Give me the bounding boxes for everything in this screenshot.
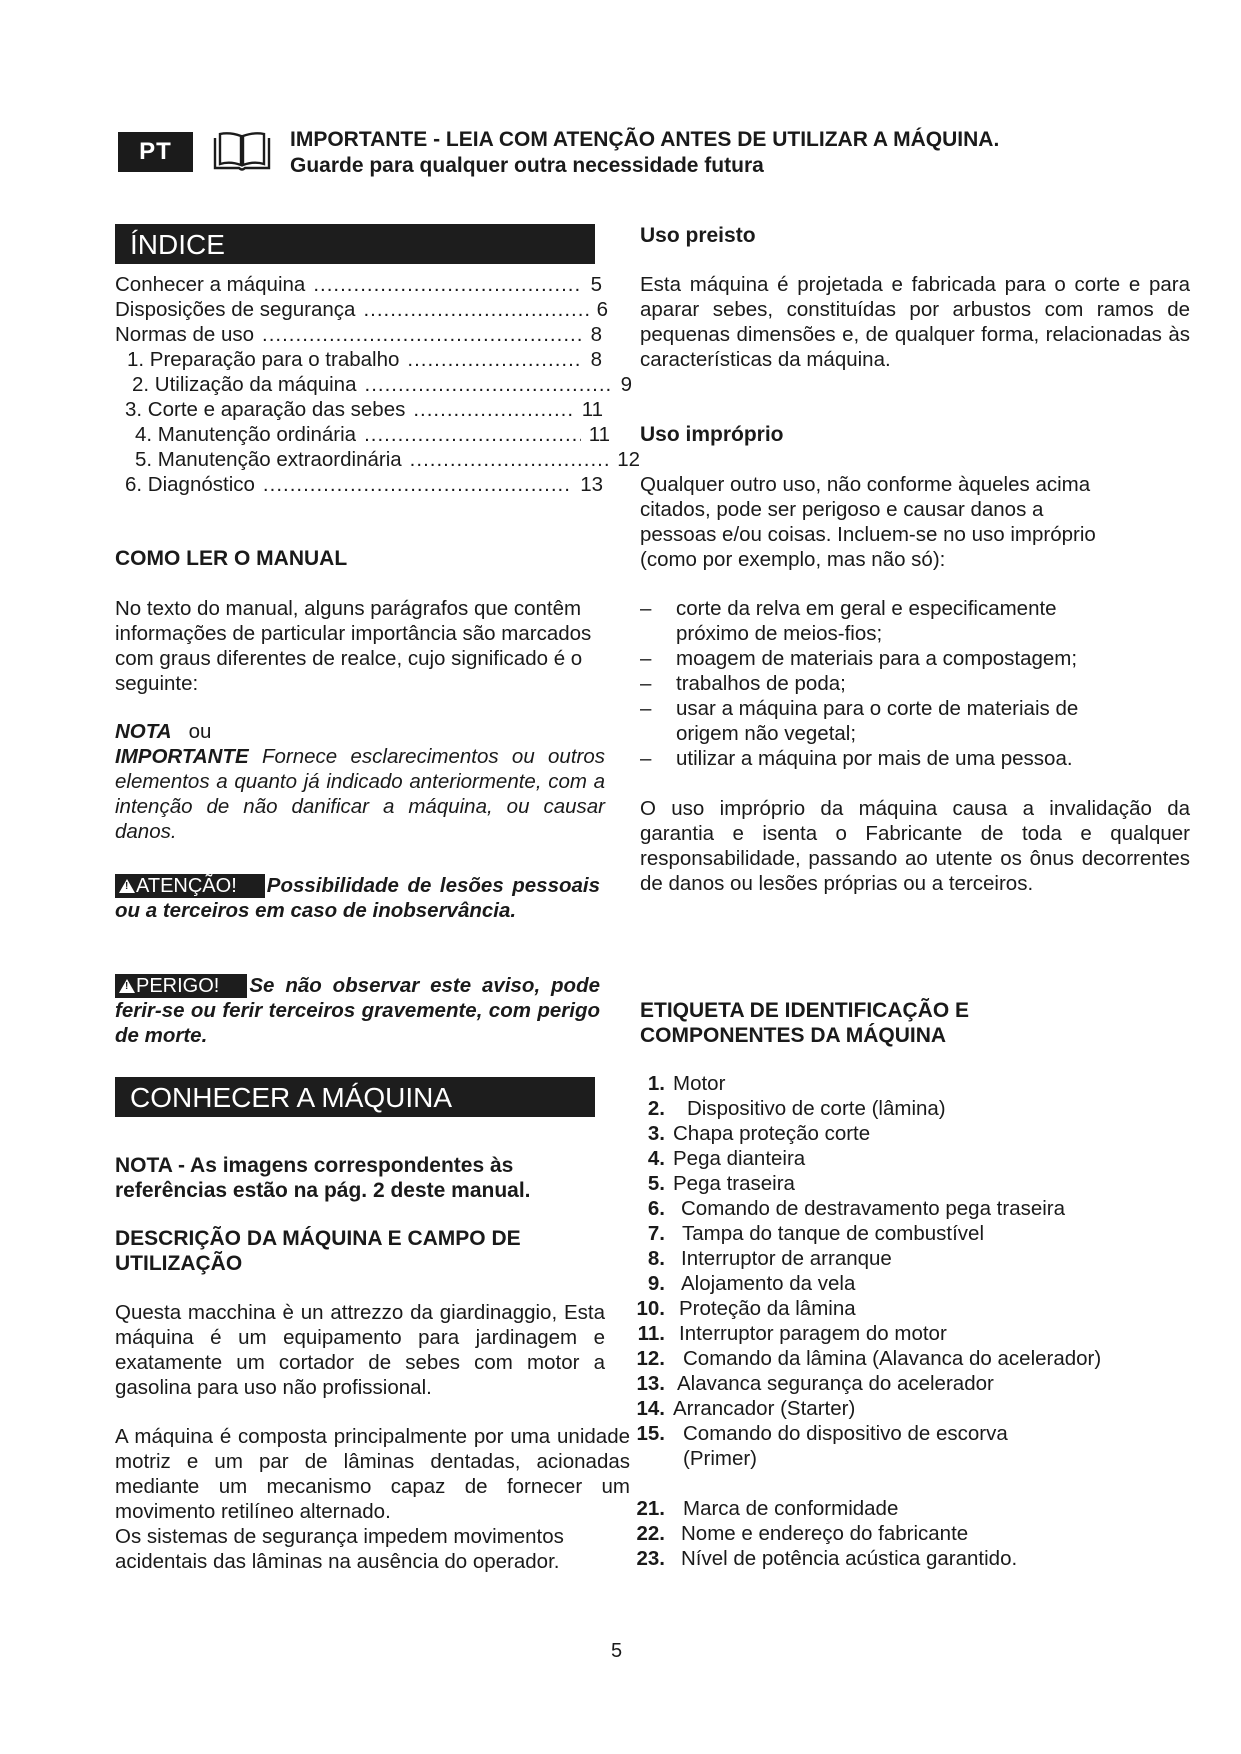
perigo-block: !PERIGO! Se não observar este aviso, pode ferir-se ou ferir terceiros gravemente, com perigo de morte. — [115, 973, 600, 1048]
improper-use-list — [640, 596, 1135, 771]
component-item: 5. Pega traseira — [647, 1172, 795, 1195]
atencao-block: !ATENÇÃO! Possibilidade de lesões pessoais ou a terceiros em caso de inobservância. — [115, 873, 600, 923]
list-item: – corte da relva em geral e especificamente próximo de meios-fios; — [640, 597, 1057, 645]
descricao-p3: Os sistemas de segurança impedem movimentos acidentais das lâminas na ausência do operador. — [115, 1525, 564, 1573]
component-item: 9. Alojamento da vela — [647, 1272, 856, 1295]
toc-item[interactable]: Normas de uso ..... 8 — [115, 323, 602, 348]
toc-item[interactable]: Conhecer a máquina ..... 5 — [115, 273, 602, 298]
uso-previsto-title: Uso preisto — [640, 224, 756, 247]
etiqueta-title: ETIQUETA DE IDENTIFICAÇÃO E COMPONENTES DA MÁQUINA — [640, 999, 970, 1047]
nota-block: NOTA ou IMPORTANTE Fornece esclarecimentos ou outros elementos a quanto já indicado anteriormente, com a intenção de não danificar a máquina, ou causar danos. — [115, 720, 606, 843]
uso-improprio-title: Uso impróprio — [640, 423, 784, 446]
list-item: – trabalhos de poda; — [640, 672, 846, 695]
book-icon — [212, 130, 272, 179]
toc-item[interactable]: Disposições de segurança ..... 6 — [115, 298, 608, 323]
descricao-p1: Questa macchina è un attrezzo da giardinaggio, Esta máquina é um equipamento para jardinagem e exatamente um cortador de sebes com motor a gasolina para uso não profissional. — [115, 1301, 605, 1399]
conhecer-title: CONHECER A MÁQUINA — [115, 1077, 595, 1117]
uso-improprio-text: Qualquer outro uso, não conforme àqueles acima citados, pode ser perigoso e causar danos a pessoas e/ou coisas. Incluem-se no uso impróprio (como por exemplo, mas não só): — [640, 473, 1096, 571]
toc-item[interactable]: 4. Manutenção ordinária ..... 11 — [115, 423, 610, 448]
index-list — [115, 273, 640, 498]
list-item: – utilizar a máquina por mais de uma pessoa. — [640, 747, 1073, 770]
header-note: Guarde para qualquer outra necessidade futura — [290, 154, 764, 177]
component-item: 2. Dispositivo de corte (lâmina) — [647, 1097, 946, 1120]
component-item: 13. Alavanca segurança do acelerador — [636, 1372, 994, 1395]
toc-item[interactable]: 5. Manutenção extraordinária ..... 12 — [115, 448, 640, 473]
toc-item[interactable]: 6. Diagnóstico ..... 13 — [115, 473, 603, 498]
toc-item[interactable]: 2. Utilização da máquina ..... 9 — [115, 373, 632, 398]
descricao-title: DESCRIÇÃO DA MÁQUINA E CAMPO DE UTILIZAÇÃO — [115, 1227, 521, 1275]
list-item: – usar a máquina para o corte de materiais de origem não vegetal; — [640, 697, 1079, 745]
component-item: 6. Comando de destravamento pega traseira — [647, 1197, 1066, 1220]
danger-icon — [119, 979, 135, 993]
atencao-badge: !ATENÇÃO! — [115, 874, 265, 898]
page-number: 5 — [611, 1640, 623, 1662]
label-item: 21. Marca de conformidade — [636, 1497, 899, 1520]
component-item: 12. Comando da lâmina (Alavanca do acelerador) — [636, 1347, 1102, 1370]
perigo-badge: !PERIGO! — [115, 974, 247, 998]
uso-improprio-consequence: O uso impróprio da máquina causa a invalidação da garantia e isenta o Fabricante de toda e qualquer responsabilidade, passando ao utente os ônus decorrentes de danos ou lesões próprias ou a terceiros. — [640, 797, 1190, 895]
toc-item[interactable]: 1. Preparação para o trabalho ..... 8 — [115, 348, 602, 373]
component-item: 10. Proteção da lâmina — [636, 1297, 856, 1320]
component-item: 4. Pega dianteira — [647, 1147, 806, 1170]
component-item: 15. Comando do dispositivo de escorva (Primer) — [636, 1422, 1008, 1470]
conhecer-nota: NOTA - As imagens correspondentes às referências estão na pág. 2 deste manual. — [115, 1154, 531, 1202]
component-item: 8. Interruptor de arranque — [647, 1247, 892, 1270]
index-title: ÍNDICE — [115, 224, 595, 264]
header-warning: IMPORTANTE - LEIA COM ATENÇÃO ANTES DE UTILIZAR A MÁQUINA. — [290, 128, 1000, 151]
toc-item[interactable]: 3. Corte e aparação das sebes ..... 11 — [115, 398, 603, 423]
component-item: 3. Chapa proteção corte — [647, 1122, 871, 1145]
component-item: 14. Arrancador (Starter) — [636, 1397, 856, 1420]
language-badge: PT — [118, 132, 193, 172]
label-item: 22. Nome e endereço do fabricante — [636, 1522, 969, 1545]
components-list — [617, 1071, 1137, 1571]
component-item: 1. Motor — [647, 1072, 726, 1095]
label-item: 23. Nível de potência acústica garantido. — [636, 1547, 1018, 1570]
warning-icon — [119, 879, 135, 893]
descricao-p2: A máquina é composta principalmente por uma unidade motriz e um par de lâminas dentadas, acionadas mediante um mecanismo capaz de fornecer um movimento retilíneo alternado. — [115, 1425, 630, 1523]
como-ler-intro: No texto do manual, alguns parágrafos que contêm informações de particular importância são marcados com graus diferentes de realce, cujo significado é o seguinte: — [115, 597, 592, 695]
component-item: 7. Tampa do tanque de combustível — [647, 1222, 984, 1245]
uso-previsto-text: Esta máquina é projetada e fabricada para o corte e para aparar sebes, constituídas por arbustos com ramos de pequenas dimensões e, de qualquer forma, relacionadas às características da máquina. — [640, 273, 1190, 371]
list-item: – moagem de materiais para a compostagem; — [640, 647, 1078, 670]
como-ler-title: COMO LER O MANUAL — [115, 547, 348, 570]
component-item: 11. Interruptor paragem do motor — [637, 1322, 947, 1345]
